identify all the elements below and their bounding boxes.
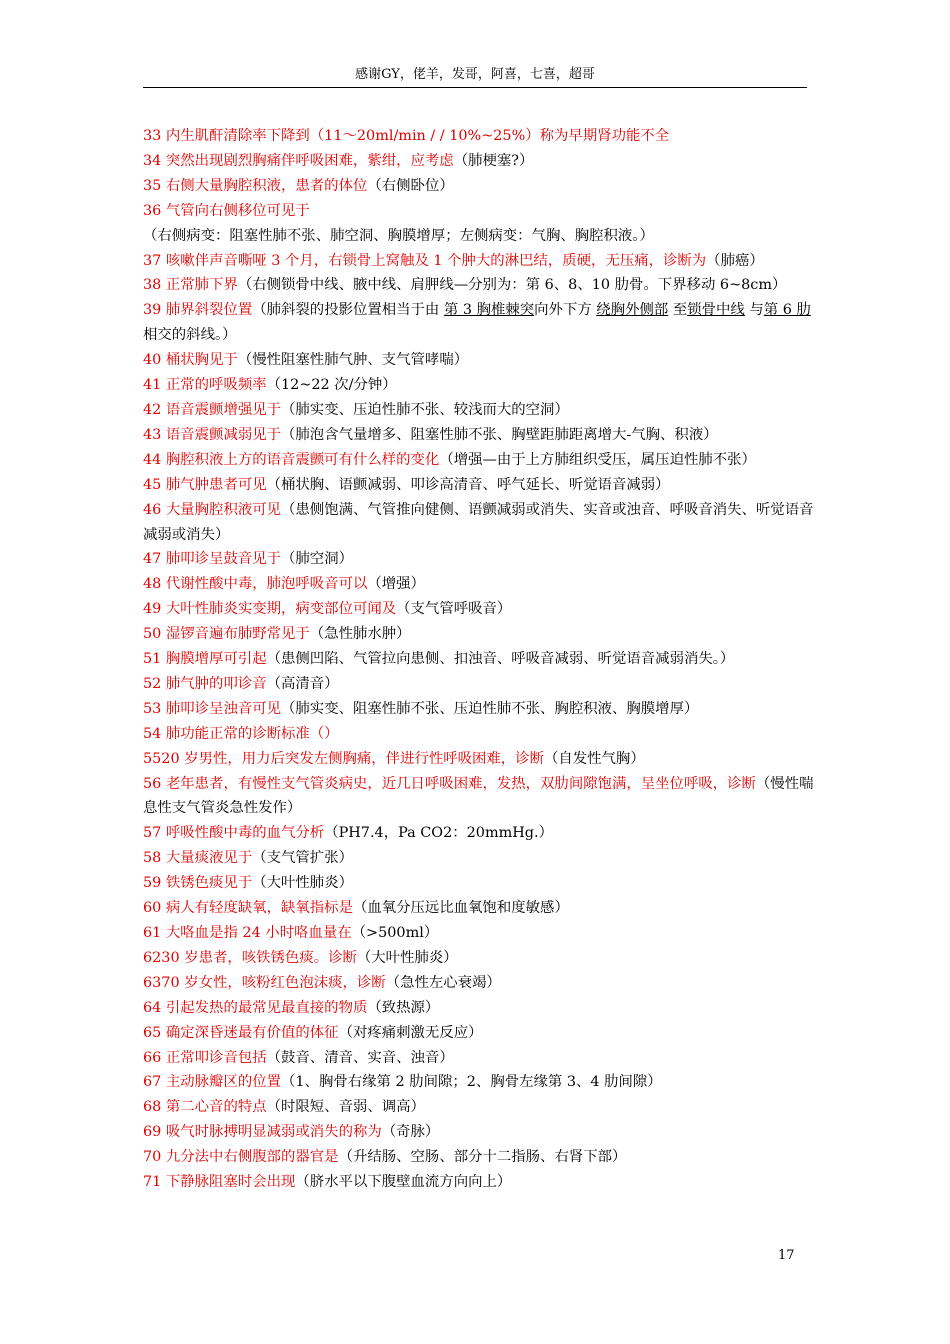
question-item: 53 肺叩诊呈浊音可见（肺实变、阻塞性肺不张、压迫性肺不张、胸腔积液、胸膜增厚） [143, 700, 699, 717]
question-item: 48 代谢性酸中毒，肺泡呼吸音可以（增强） [143, 576, 425, 593]
question-item: 40 桶状胸见于（慢性阻塞性肺气肿、支气管哮喘） [143, 352, 469, 369]
question-item: 58 大量痰液见于（支气管扩张） [143, 850, 353, 867]
question-item: 54 肺功能正常的诊断标准（） [143, 725, 339, 742]
question-item: 39 肺界斜裂位置（肺斜裂的投影位置相当于由 第 3 胸椎棘突向外下方 绕胸外侧部 至锁骨中线 与第 6 肋相交的斜线。） [143, 302, 811, 344]
question-item: 41 正常的呼吸频率（12~22 次/分钟） [143, 377, 397, 394]
underlined-term: 绕胸外侧部 [596, 302, 669, 319]
question-item: 65 确定深昏迷最有价值的体征（对疼痛刺激无反应） [143, 1024, 483, 1041]
question-item: 6230 岁患者，咳铁锈色痰。诊断（大叶性肺炎） [143, 949, 458, 966]
question-item: 46 大量胸腔积液可见（患侧饱满、气管推向健侧、语颤减弱或消失、实音或浊音、呼吸音消失、听觉语音减弱或消失） [143, 501, 814, 543]
question-item: 70 九分法中右侧腹部的器官是（升结肠、空肠、部分十二指肠、右肾下部） [143, 1149, 627, 1166]
question-item: 71 下静脉阻塞时会出现（脐水平以下腹壁血流方向向上） [143, 1174, 512, 1191]
question-item: 50 湿锣音遍布肺野常见于（急性肺水肿） [143, 626, 411, 643]
question-item: 43 语音震颤减弱见于（肺泡含气量增多、阻塞性肺不张、胸壁距肺距离增大-气胸、积液） [143, 426, 718, 443]
header-text: 感谢GY，佬羊，发哥，阿喜，七喜，超哥 [355, 67, 595, 82]
question-item: 66 正常叩诊音包括（鼓音、清音、实音、浊音） [143, 1049, 454, 1066]
question-item: 60 病人有轻度缺氧，缺氧指标是（血氧分压远比血氧饱和度敏感） [143, 900, 569, 917]
question-item: 61 大咯血是指 24 小时咯血量在（>500ml） [143, 925, 439, 941]
underlined-term: 第 3 胸椎棘突 [443, 302, 535, 319]
question-item: 6370 岁女性，咳粉红色泡沫痰，诊断（急性左心衰竭） [143, 974, 501, 991]
question-item: 59 铁锈色痰见于（大叶性肺炎） [143, 875, 353, 892]
question-item: 35 右侧大量胸腔积液，患者的体位（右侧卧位） [143, 177, 454, 194]
question-item: 67 主动脉瓣区的位置（1、胸骨右缘第 2 肋间隙；2、胸骨左缘第 3、4 肋间隙） [143, 1074, 662, 1091]
page-number: 17 [778, 1248, 795, 1263]
question-item: 42 语音震颤增强见于（肺实变、压迫性肺不张、较浅而大的空洞） [143, 401, 569, 418]
underlined-term: 锁骨中线 [687, 302, 745, 319]
question-item: 49 大叶性肺炎实变期，病变部位可闻及（支气管呼吸音） [143, 601, 512, 618]
underlined-term: 第 6 肋 [763, 302, 811, 319]
question-list [143, 124, 815, 1195]
question-item: 57 呼吸性酸中毒的血气分析（PH7.4，Pa CO2：20mmHg.） [143, 825, 553, 842]
question-item: 64 引起发热的最常见最直接的物质（致热源） [143, 999, 440, 1016]
question-item: 52 肺气肿的叩诊音（高清音） [143, 675, 339, 692]
question-item: 34 突然出现剧烈胸痛伴呼吸困难，紫绀，应考虑（肺梗塞?） [143, 152, 534, 169]
question-item: 45 肺气肿患者可见（桶状胸、语颤减弱、叩诊高清音、呼气延长、听觉语音减弱） [143, 476, 670, 493]
question-item: 51 胸膜增厚可引起（患侧凹陷、气管拉向患侧、扣浊音、呼吸音减弱、听觉语音减弱消失。） [143, 651, 735, 668]
question-item: 47 肺叩诊呈鼓音见于（肺空洞） [143, 551, 353, 568]
question-item: 33 内生肌酐清除率下降到（11～20ml/min / / 10%~25%）称为早期肾功能不全 [143, 128, 670, 144]
question-item: 69 吸气时脉搏明显减弱或消失的称为（奇脉） [143, 1124, 440, 1141]
question-item: 37 咳嗽伴声音嘶哑 3 个月，右锁骨上窝触及 1 个肿大的淋巴结，质硬，无压痛，诊断为（肺癌） [143, 252, 764, 269]
question-item: 44 胸腔积液上方的语音震颤可有什么样的变化（增强—由于上方肺组织受压，属压迫性肺不张） [143, 451, 756, 468]
question-item: 5520 岁男性，用力后突发左侧胸痛，伴进行性呼吸困难，诊断（自发性气胸） [143, 750, 645, 767]
page-header [143, 62, 807, 88]
question-item: 38 正常肺下界（右侧锁骨中线、腋中线、肩胛线—分别为：第 6、8、10 肋骨。下界移动 6~8cm） [143, 277, 787, 294]
question-item: 36 气管向右侧移位可见于（右侧病变：阻塞性肺不张、肺空洞、胸膜增厚；左侧病变：气胸、胸腔积液。） [143, 202, 654, 244]
question-item: 56 老年患者，有慢性支气管炎病史，近几日呼吸困难，发热，双肋间隙饱满，呈坐位呼吸，诊断（慢性喘息性支气管炎急性发作） [143, 775, 814, 817]
question-item: 68 第二心音的特点（时限短、音弱、调高） [143, 1099, 425, 1116]
